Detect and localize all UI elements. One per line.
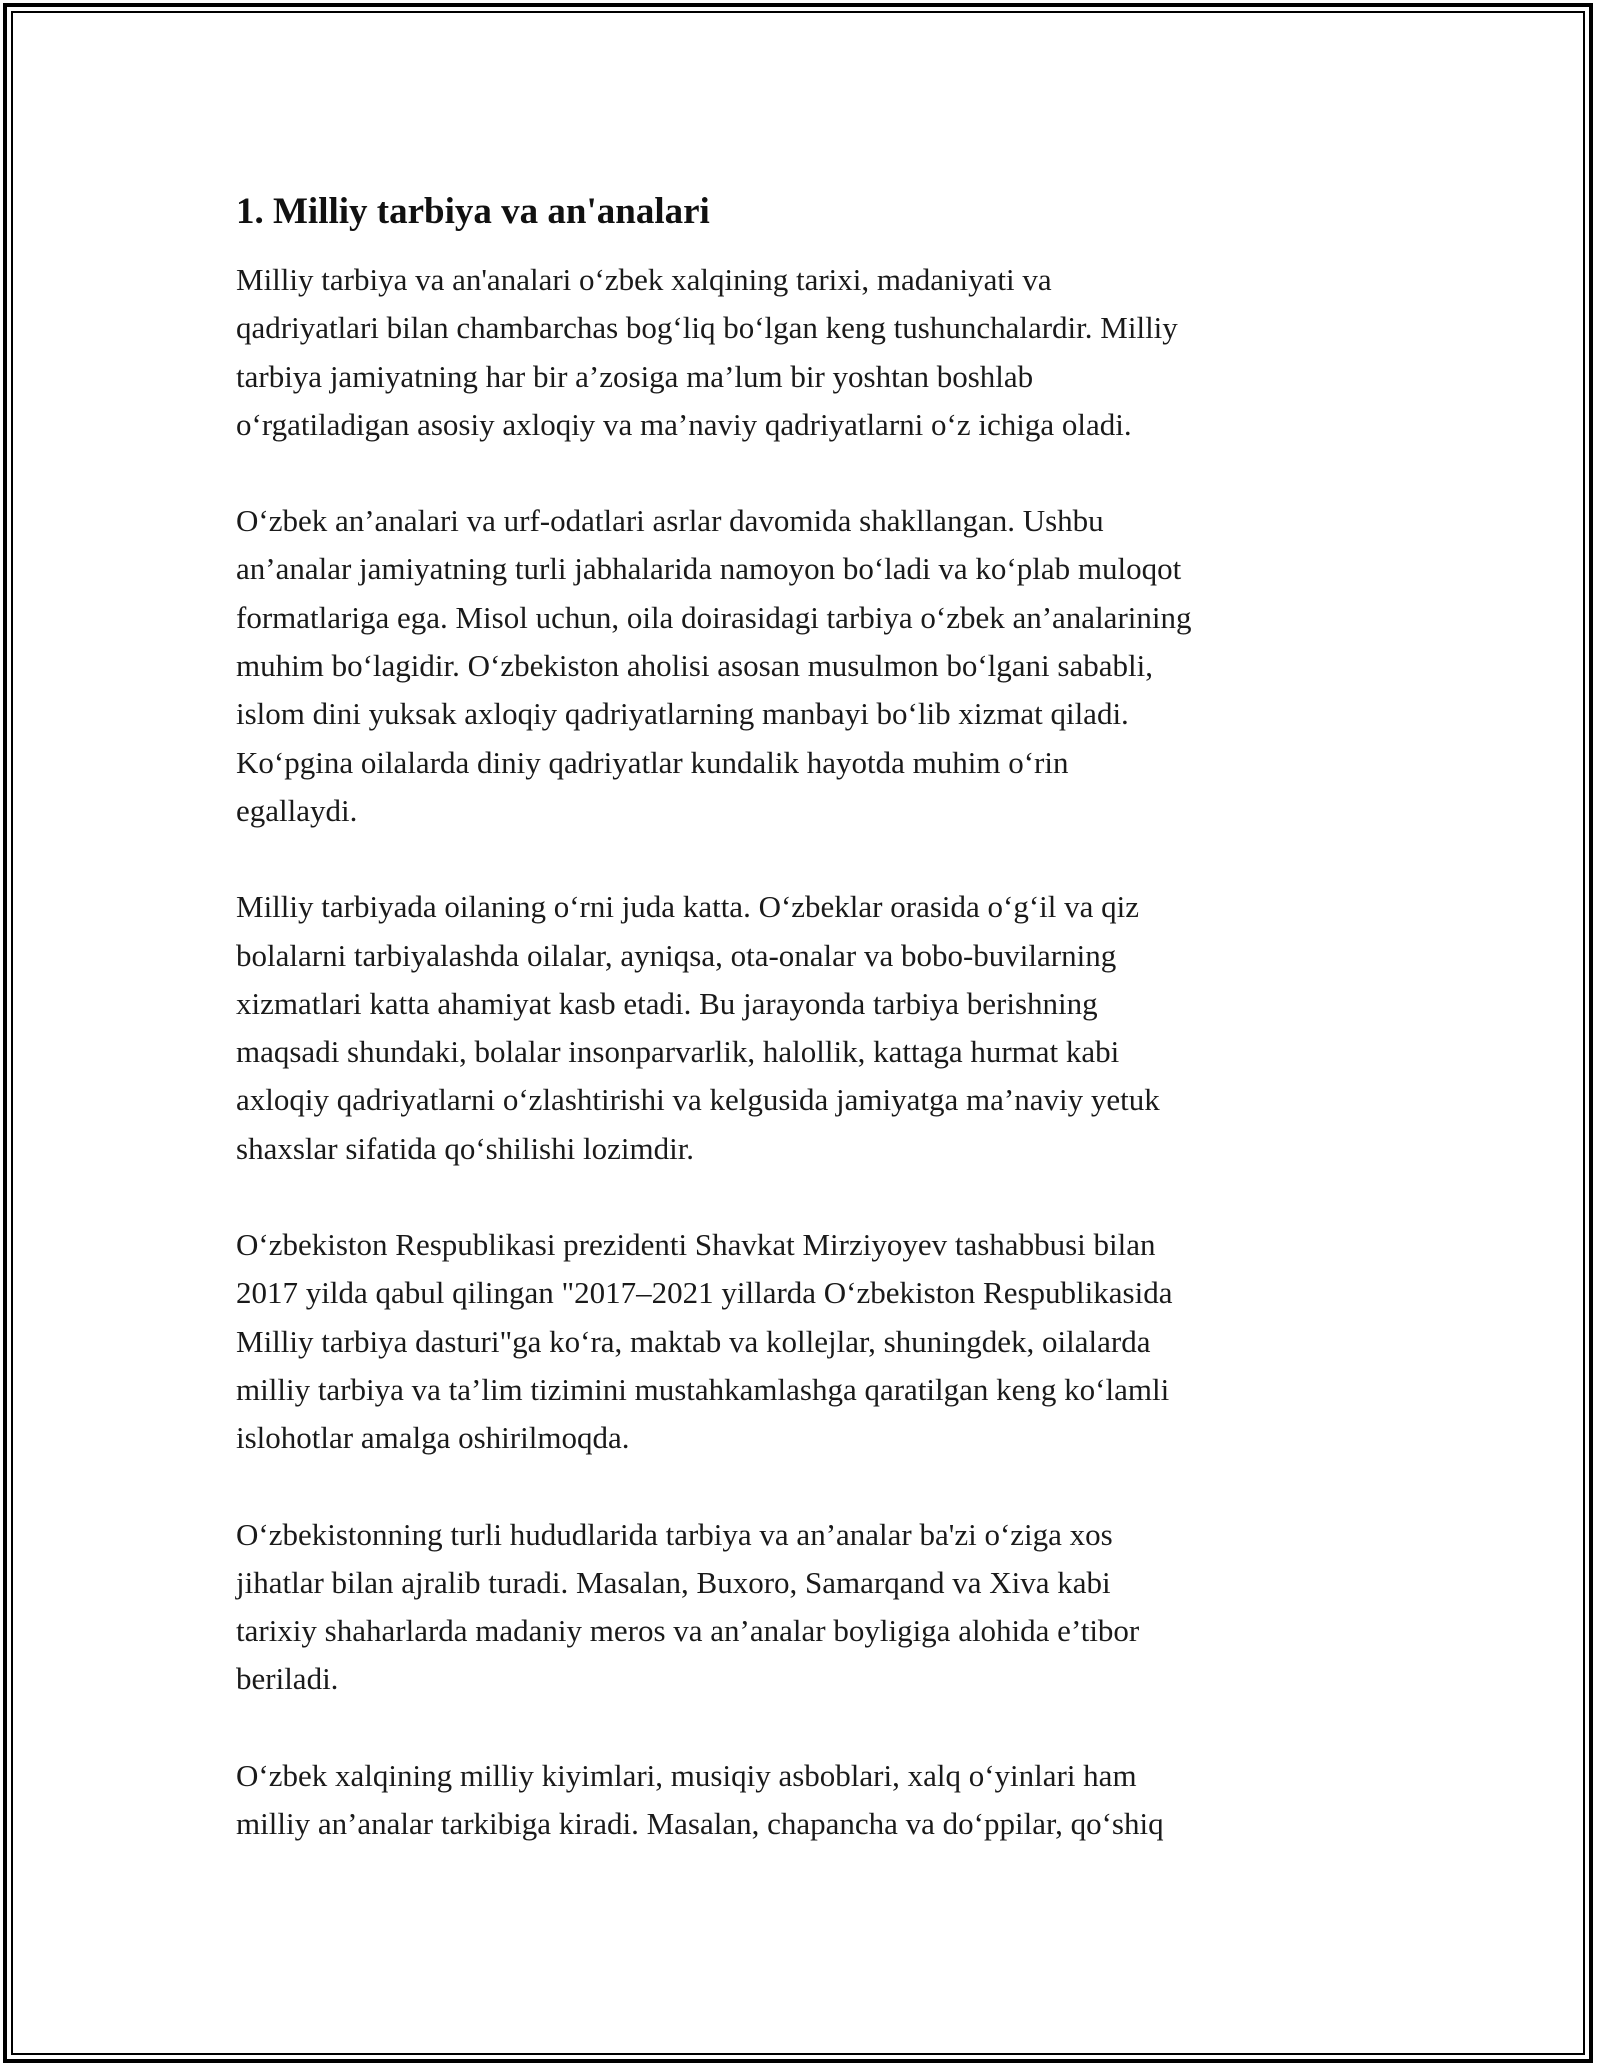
text-line: islom dini yuksak axloqiy qadriyatlarning manbayi bo‘lib xizmat qiladi. [236,696,1129,732]
paragraph-5 [236,1511,1376,1704]
paragraph-3 [236,883,1376,1173]
text-line: o‘rgatiladigan asosiy axloqiy va ma’naviy qadriyatlarni o‘z ichiga oladi. [236,406,1132,442]
text-line: maqsadi shundaki, bolalar insonparvarlik, halollik, kattaga hurmat kabi [236,1034,1120,1070]
section-heading: 1. Milliy tarbiya va an'analari [236,191,710,232]
paragraph-1 [236,256,1376,449]
text-line: tarixiy shaharlarda madaniy meros va an’analar boyligiga alohida e’tibor [236,1613,1140,1649]
text-line: muhim bo‘lagidir. O‘zbekiston aholisi asosan musulmon bo‘lgani sababli, [236,648,1153,684]
paragraph-6 [236,1752,1376,1849]
text-line: shaxslar sifatida qo‘shilishi lozimdir. [236,1130,695,1166]
text-line: O‘zbek xalqining milliy kiyimlari, musiqiy asboblari, xalq o‘yinlari ham [236,1757,1137,1793]
text-line: an’analar jamiyatning turli jabhalarida namoyon bo‘ladi va ko‘plab muloqot [236,551,1182,587]
text-line: formatlariga ega. Misol uchun, oila doirasidagi tarbiya o‘zbek an’analarining [236,599,1192,635]
text-line: xizmatlari katta ahamiyat kasb etadi. Bu jarayonda tarbiya berishning [236,985,1098,1021]
text-line: Milliy tarbiya dasturi"ga ko‘ra, maktab va kollejlar, shuningdek, oilalarda [236,1323,1151,1359]
text-line: axloqiy qadriyatlarni o‘zlashtirishi va kelgusida jamiyatga ma’naviy yetuk [236,1082,1160,1118]
text-line: islohotlar amalga oshirilmoqda. [236,1420,630,1456]
text-line: milliy tarbiya va ta’lim tizimini mustahkamlashga qaratilgan keng ko‘lamli [236,1371,1170,1407]
text-line: bolalarni tarbiyalashda oilalar, ayniqsa, ota-onalar va bobo-buvilarning [236,937,1117,973]
text-line: 2017 yilda qabul qilingan "2017–2021 yillarda O‘zbekiston Respublikasida [236,1275,1173,1311]
document-body [236,188,1376,1896]
text-line: jihatlar bilan ajralib turadi. Masalan, Buxoro, Samarqand va Xiva kabi [236,1564,1111,1600]
text-line: Ko‘pgina oilalarda diniy qadriyatlar kundalik hayotda muhim o‘rin [236,744,1069,780]
text-line: milliy an’analar tarkibiga kiradi. Masalan, chapancha va do‘ppilar, qo‘shiq [236,1806,1164,1842]
text-line: Milliy tarbiyada oilaning o‘rni juda katta. O‘zbeklar orasida o‘g‘il va qiz [236,889,1140,925]
text-line: O‘zbekistonning turli hududlarida tarbiya va an’analar ba'zi o‘ziga xos [236,1516,1113,1552]
paragraph-2 [236,497,1376,835]
text-line: tarbiya jamiyatning har bir a’zosiga ma’lum bir yoshtan boshlab [236,358,1034,394]
text-line: qadriyatlari bilan chambarchas bog‘liq bo‘lgan keng tushunchalardir. Milliy [236,310,1178,346]
text-line: O‘zbekiston Respublikasi prezidenti Shavkat Mirziyoyev tashabbusi bilan [236,1227,1156,1263]
text-line: Milliy tarbiya va an'analari o‘zbek xalqining tarixi, madaniyati va [236,262,1052,297]
text-line: beriladi. [236,1661,339,1697]
text-line: egallaydi. [236,792,358,828]
text-line: O‘zbek an’analari va urf-odatlari asrlar davomida shakllangan. Ushbu [236,503,1104,539]
paragraph-4 [236,1221,1376,1462]
